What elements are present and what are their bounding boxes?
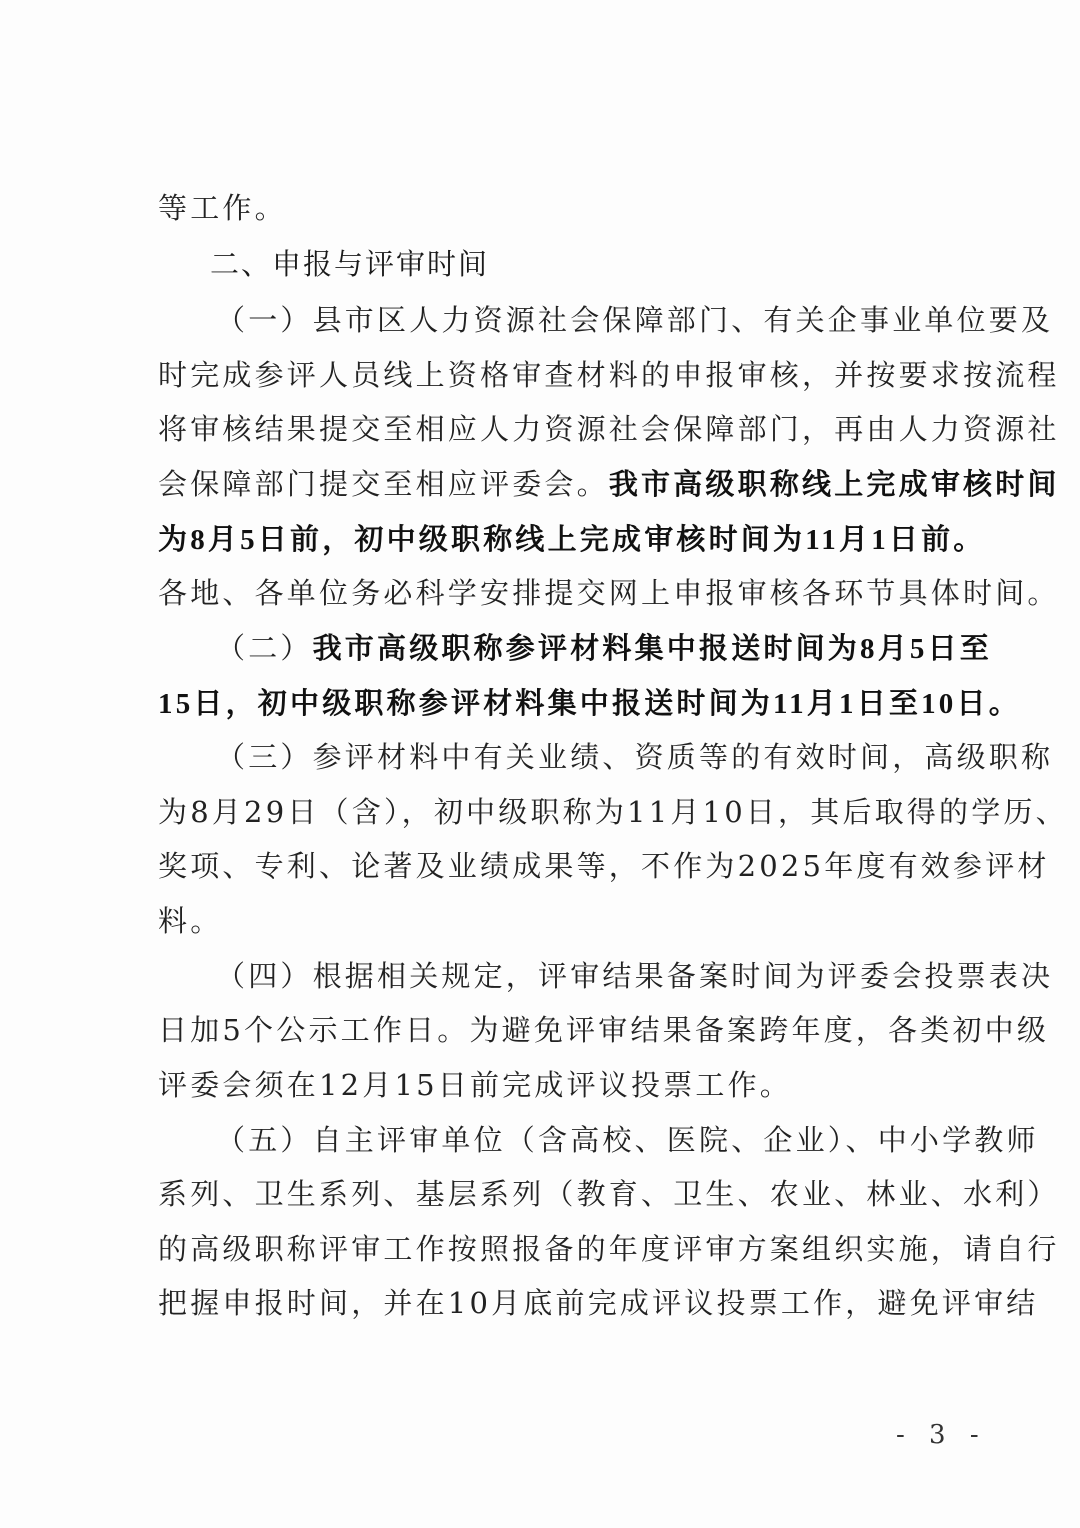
text-normal: 会保障部门提交至相应评委会。 (158, 467, 609, 501)
text-line: 把握申报时间，并在10月底前完成评议投票工作，避免评审结 (158, 1286, 1039, 1320)
text-line (158, 464, 1060, 505)
page-number: - 3 - (896, 1420, 987, 1450)
text-line: 奖项、专利、论著及业绩成果等，不作为2025年度有效参评材 (158, 849, 1050, 883)
text-line: 将审核结果提交至相应人力资源社会保障部门，再由人力资源社 (158, 412, 1060, 446)
text-bold: 我市高级职称线上完成审核时间 (608, 469, 1060, 501)
text-normal: （二） (216, 631, 313, 665)
text-line: 时完成参评人员线上资格审查材料的申报审核，并按要求按流程 (158, 358, 1060, 392)
text-line (158, 683, 1021, 724)
text-line: （一）县市区人力资源社会保障部门、有关企事业单位要及 (216, 303, 1054, 337)
text-bold: 为8月5日前，初中级职称线上完成审核时间为11月1日前。 (158, 524, 986, 556)
text-line (216, 628, 993, 669)
section-heading: 二、申报与评审时间 (210, 247, 490, 281)
text-line (158, 519, 986, 560)
text-line: （五）自主评审单位（含高校、医院、企业）、中小学教师 (216, 1123, 1039, 1157)
text-bold: 我市高级职称参评材料集中报送时间为8月5日至 (312, 633, 993, 665)
text-line: 评委会须在12月15日前完成评议投票工作。 (158, 1068, 793, 1102)
text-line: 日加5个公示工作日。为避免评审结果备案跨年度，各类初中级 (158, 1013, 1050, 1047)
text-line: （三）参评材料中有关业绩、资质等的有效时间，高级职称 (216, 740, 1054, 774)
text-line: 料。 (158, 904, 223, 938)
text-bold: 15日，初中级职称参评材料集中报送时间为11月1日至10日。 (158, 688, 1021, 720)
text-line: （四）根据相关规定，评审结果备案时间为评委会投票表决 (216, 959, 1054, 993)
text-line: 为8月29日（含），初中级职称为11月10日，其后取得的学历、 (158, 795, 1068, 829)
text-line: 的高级职称评审工作按照报备的年度评审方案组织实施，请自行 (158, 1232, 1060, 1266)
text-line: 系列、卫生系列、基层系列（教育、卫生、农业、林业、水利） (158, 1177, 1060, 1211)
text-line: 各地、各单位务必科学安排提交网上申报审核各环节具体时间。 (158, 576, 1060, 610)
continuation-text: 等工作。 (158, 191, 287, 225)
